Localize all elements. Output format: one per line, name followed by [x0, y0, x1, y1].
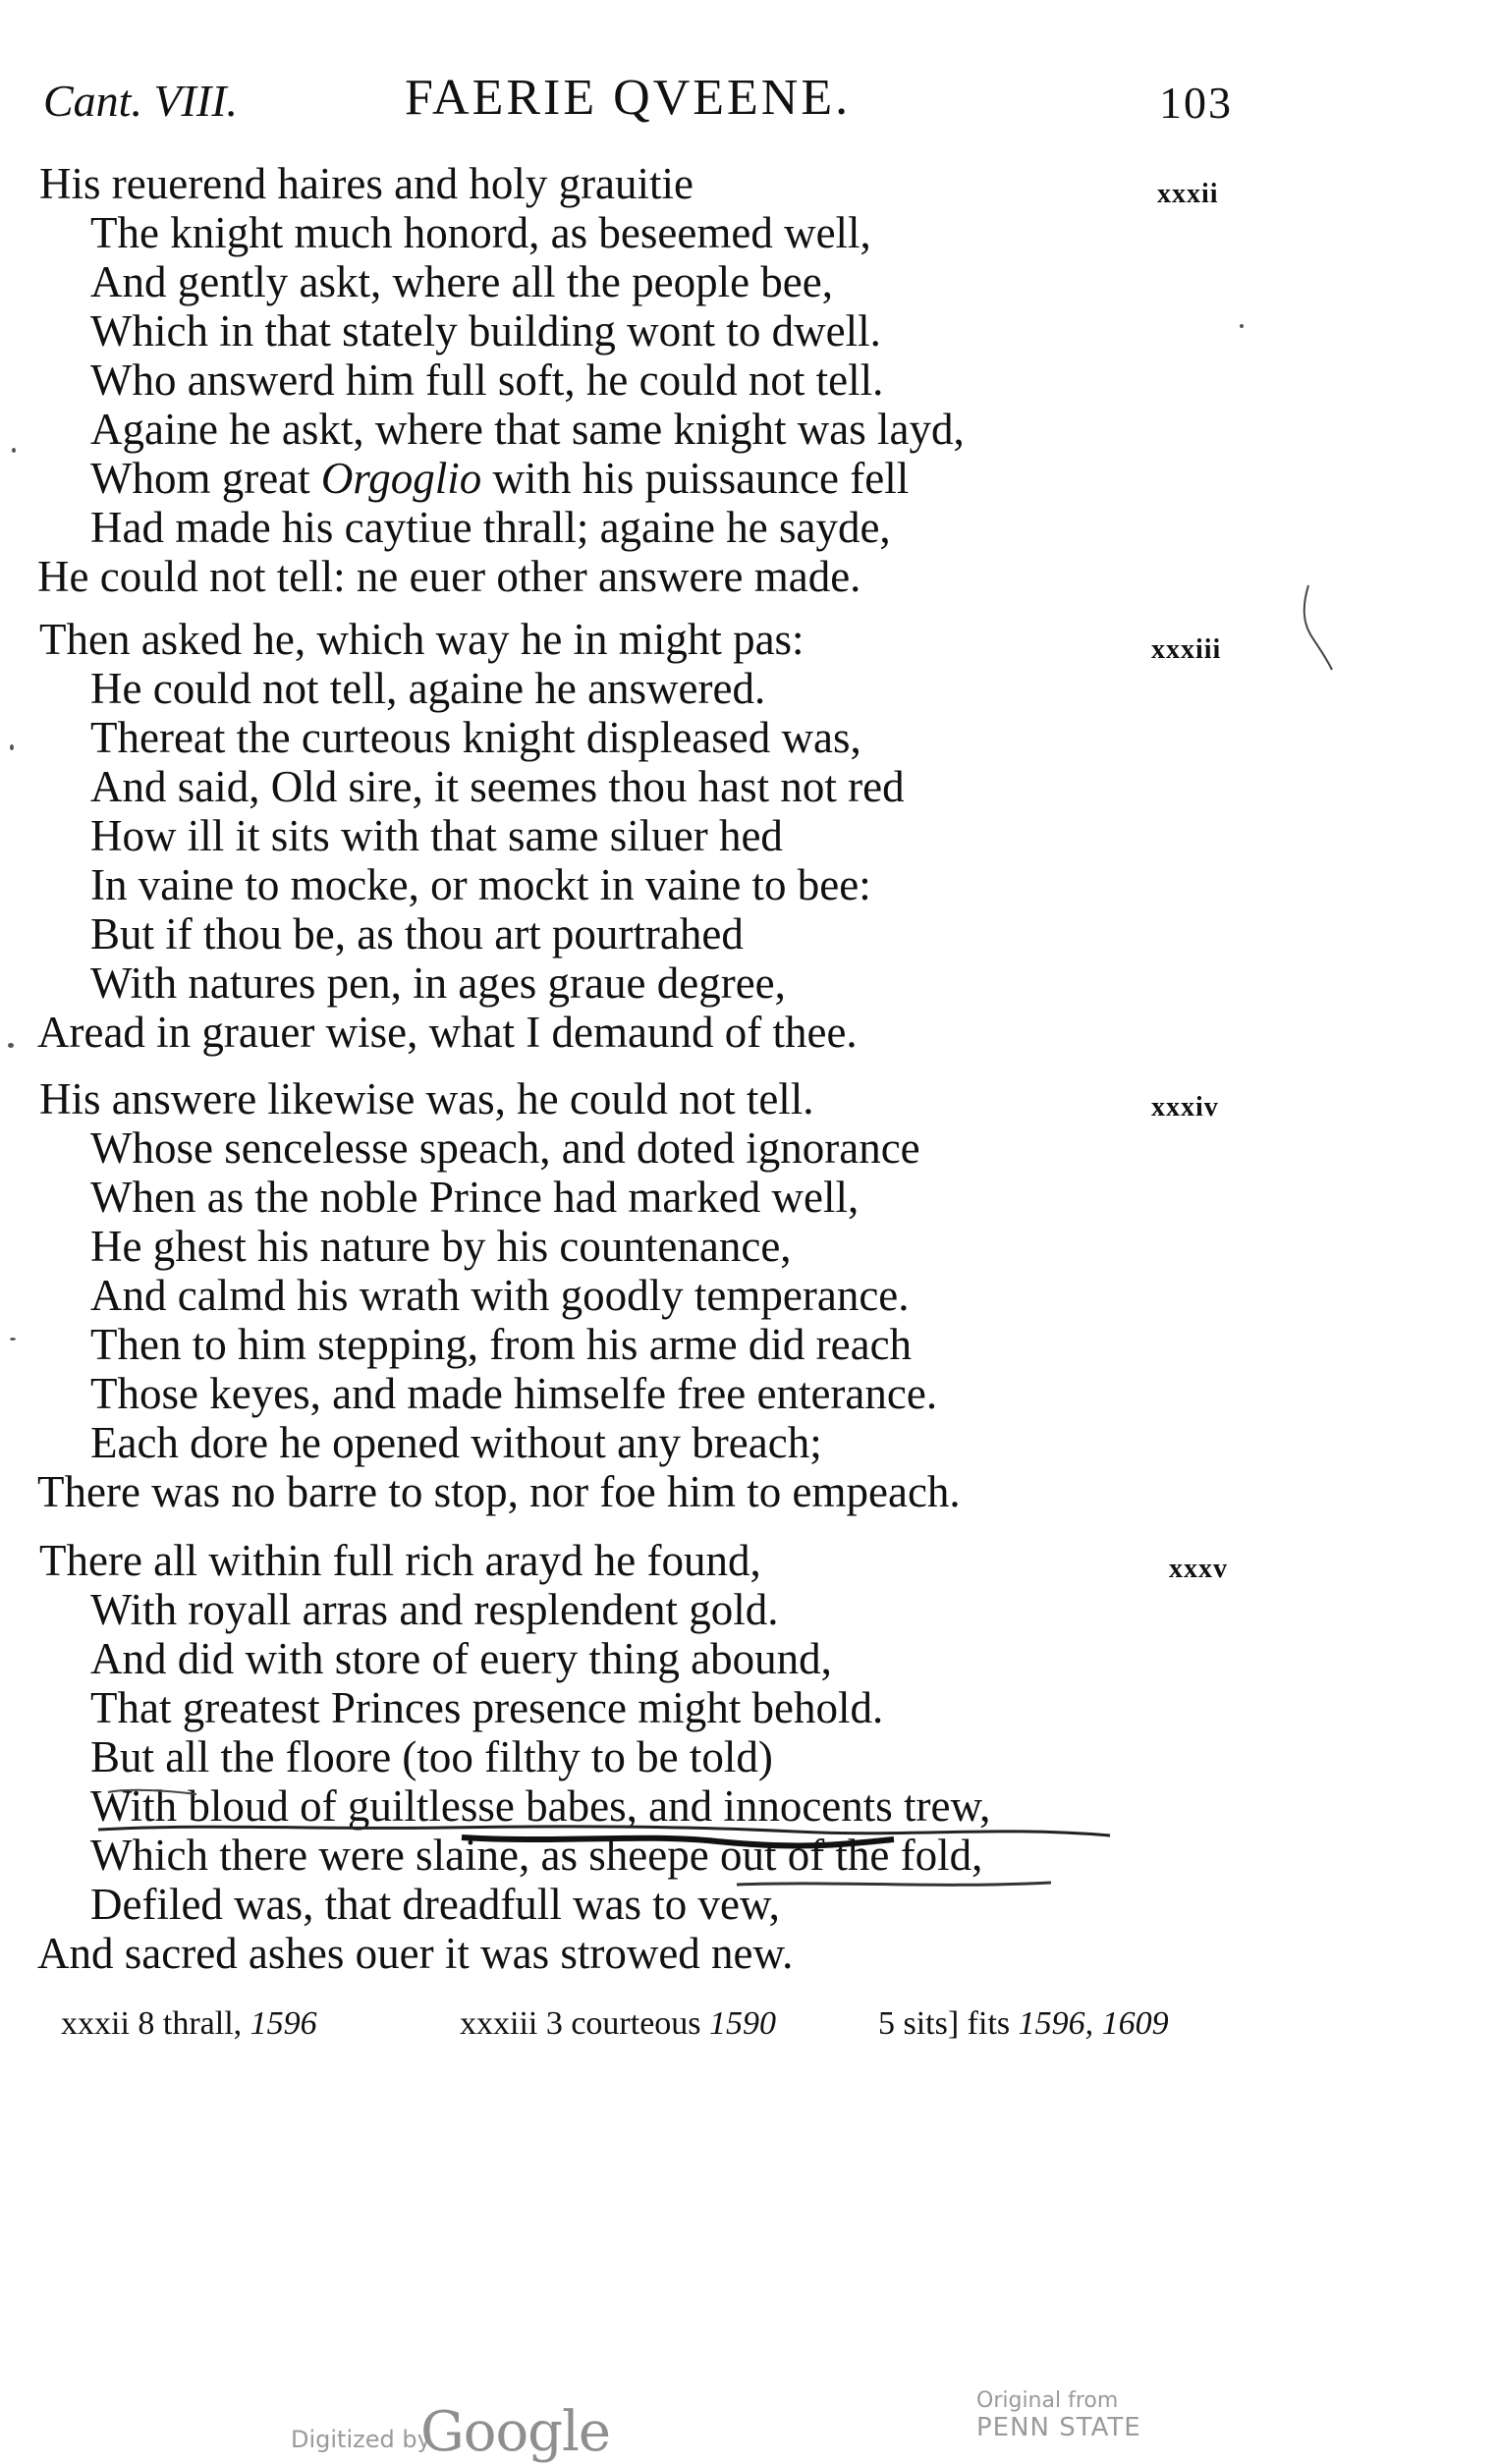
verse-text: Whom great Orgoglio with his puissaunce fell [90, 454, 910, 503]
stanza-number: xxxiv [1151, 1092, 1219, 1122]
note-1 [61, 2005, 317, 2043]
verse-line: Those keyes, and made himselfe free enterance. [90, 1369, 938, 1418]
verse-line: But all the floore (too filthy to be told) [90, 1732, 773, 1781]
stanza-number: xxxiii [1151, 634, 1222, 665]
italic-name: Orgoglio [320, 454, 482, 503]
verse-line: He could not tell, againe he answered. [90, 664, 766, 713]
running-header [0, 69, 1498, 137]
google-logo: Google [420, 2400, 611, 2464]
note-source: 1590 [709, 2005, 777, 2042]
scan-speck [12, 448, 16, 453]
institution-label: PENN STATE [976, 2413, 1141, 2442]
verse-line: Defiled was, that dreadfull was to vew, [90, 1880, 780, 1929]
verse-line: His reuerend haires and holy grauitie [39, 159, 694, 208]
margin-pen-mark [1295, 581, 1344, 680]
verse-line: There was no barre to stop, nor foe him to empeach. [37, 1467, 961, 1516]
verse-line: And sacred ashes ouer it was strowed new. [37, 1929, 794, 1978]
scan-speck [10, 1338, 16, 1341]
note-source: 1596 [250, 2005, 317, 2042]
verse-line: When as the noble Prince had marked well, [90, 1173, 860, 1222]
verse-line: Had made his caytiue thrall; againe he sayde, [90, 503, 891, 552]
verse-line: Then asked he, which way he in might pas: [39, 615, 804, 664]
verse-line: He could not tell: ne euer other answere made. [37, 552, 861, 601]
verse-line: There all within full rich arayd he found, [39, 1536, 761, 1585]
verse-line: And gently askt, where all the people bee, [90, 257, 833, 306]
canto-label: Cant. VIII. [43, 76, 239, 126]
verse-line: He ghest his nature by his countenance, [90, 1222, 792, 1271]
page-number: 103 [1159, 78, 1233, 128]
pen-scribble-marks [88, 1786, 1130, 1914]
book-title: FAERIE QVEENE. [405, 70, 852, 126]
original-from-label: Original from [976, 2388, 1119, 2413]
verse-line: The knight much honord, as beseemed well, [90, 208, 871, 257]
verse-line: Who answerd him full soft, he could not tell. [90, 356, 884, 405]
note-2 [460, 2005, 776, 2043]
verse-line: Then to him stepping, from his arme did reach [90, 1320, 913, 1369]
verse-line: Each dore he opened without any breach; [90, 1418, 822, 1467]
verse-line: How ill it sits with that same siluer hed [90, 811, 783, 860]
textual-notes [61, 2005, 1240, 2054]
scan-speck [10, 744, 14, 750]
verse-line: In vaine to mocke, or mockt in vaine to bee: [90, 860, 871, 909]
verse-line: And calmd his wrath with goodly temperance. [90, 1271, 910, 1320]
note-source: 1596, 1609 [1018, 2005, 1169, 2042]
verse-line: And said, Old sire, it seemes thou hast not red [90, 762, 905, 811]
verse-line: With natures pen, in ages graue degree, [90, 958, 786, 1008]
note-ref: 5 sits] fits [878, 2005, 1011, 2042]
scan-speck [8, 1043, 14, 1048]
verse-line: His answere likewise was, he could not tell. [39, 1074, 814, 1123]
verse-line: Which there were slaine, as sheepe out of the fold, [90, 1831, 983, 1880]
verse-line: And did with store of euery thing abound, [90, 1634, 832, 1683]
verse-line: With royall arras and resplendent gold. [90, 1585, 779, 1634]
note-ref: xxxii 8 thrall, [61, 2005, 243, 2042]
verse-line-orgoglio [90, 454, 909, 503]
note-ref: xxxiii 3 courteous [460, 2005, 701, 2042]
scan-speck [1240, 324, 1244, 328]
note-3 [878, 2005, 1169, 2043]
verse-line: That greatest Princes presence might behold. [90, 1683, 884, 1732]
verse-line: Whose sencelesse speach, and doted ignorance [90, 1123, 920, 1173]
verse-line: With bloud of guiltlesse babes, and innocents trew, [90, 1781, 991, 1831]
stanza-number: xxxii [1157, 179, 1219, 209]
verse-line: Aread in grauer wise, what I demaund of thee. [37, 1008, 858, 1057]
original-from-watermark [976, 2388, 1141, 2442]
verse-line: But if thou be, as thou art pourtrahed [90, 909, 744, 958]
verse-line: Againe he askt, where that same knight was layd, [90, 405, 965, 454]
stanza-number: xxxv [1169, 1554, 1228, 1584]
verse-line: Which in that stately building wont to dwell. [90, 306, 881, 356]
verse-line: Thereat the curteous knight displeased was, [90, 713, 861, 762]
digitized-by-label: Digitized by [291, 2426, 431, 2453]
